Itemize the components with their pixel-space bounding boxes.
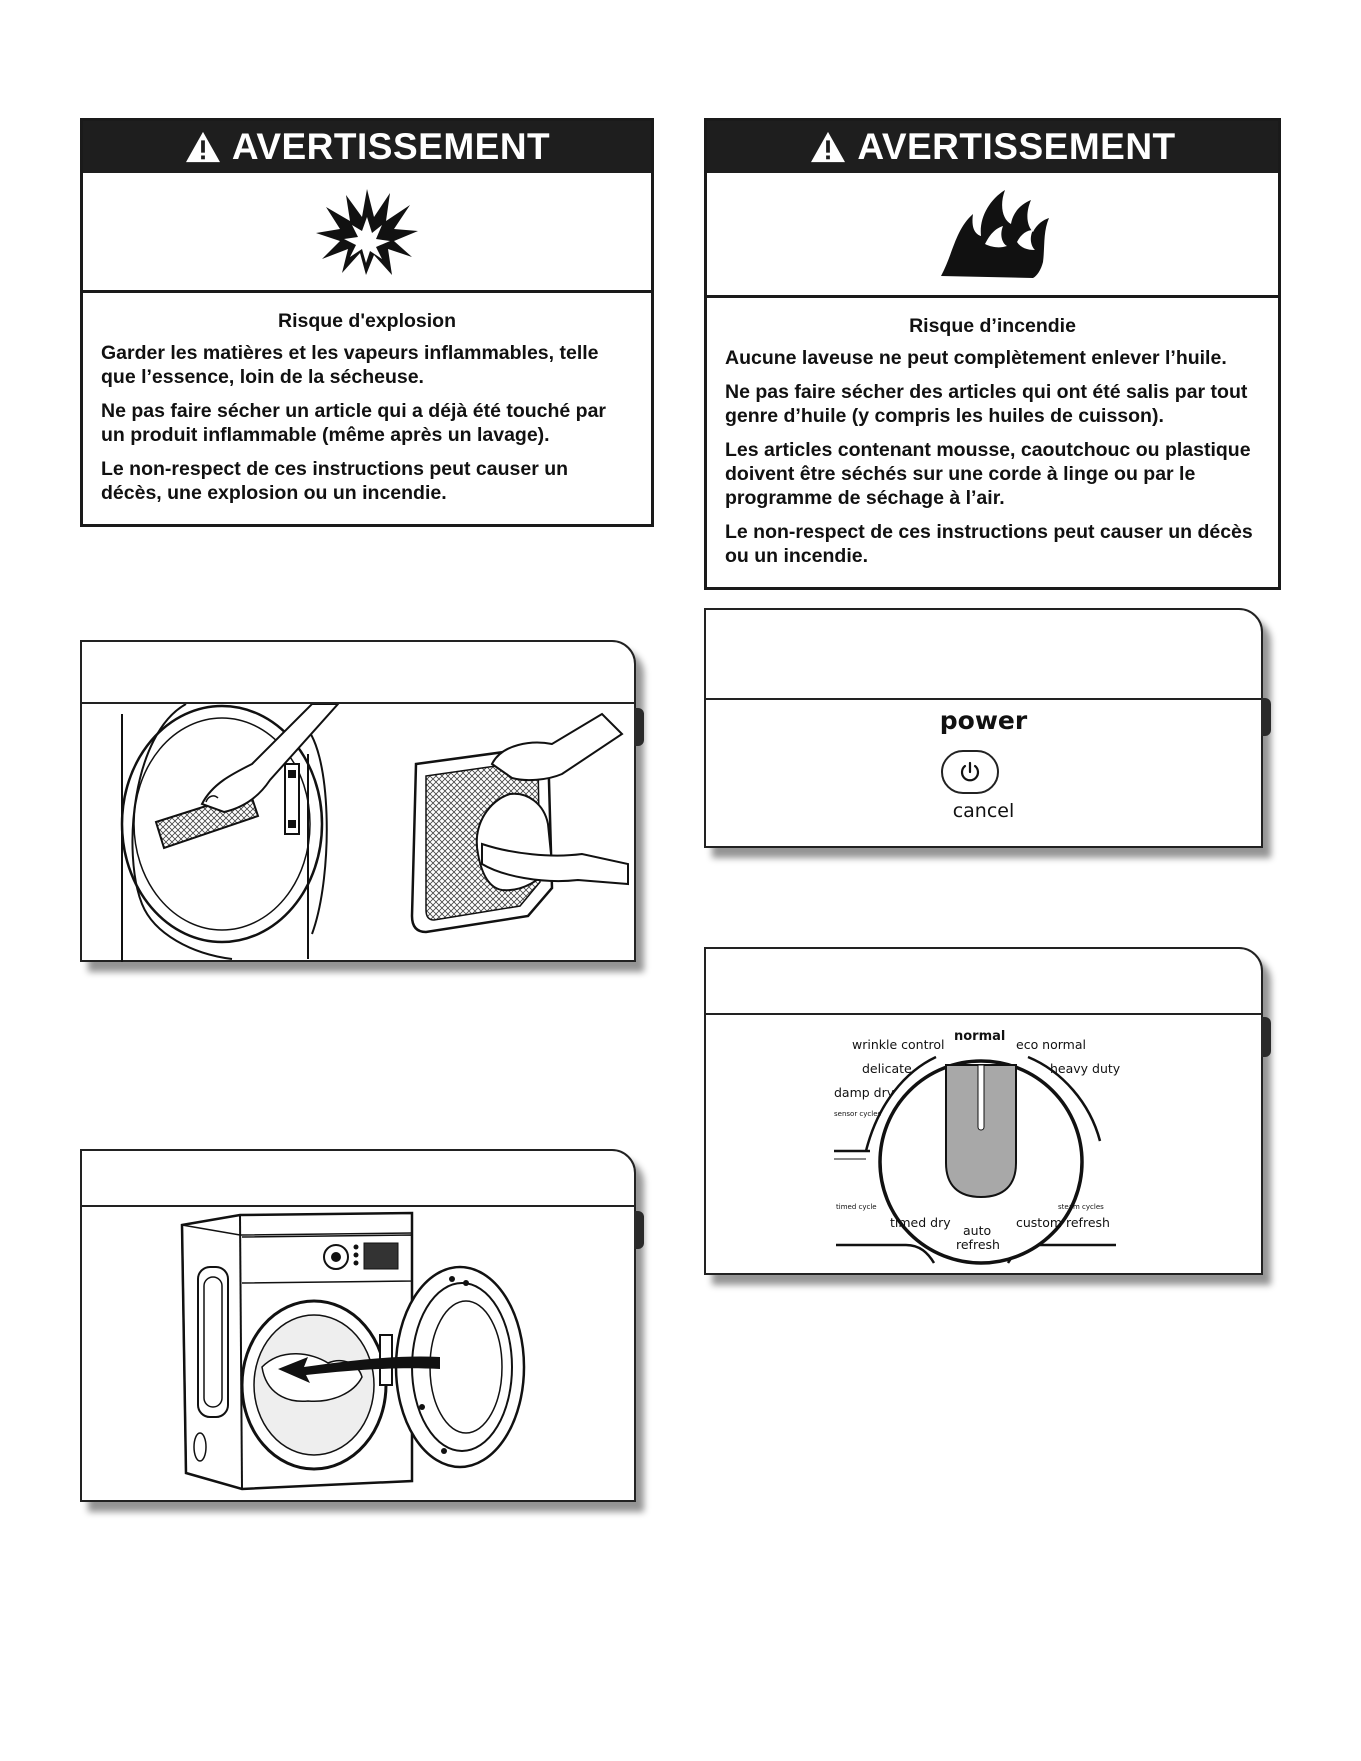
power-panel	[704, 608, 1263, 848]
warning-triangle-icon	[184, 130, 222, 164]
dial-label-auto: auto	[963, 1223, 992, 1238]
warning-heading: AVERTISSEMENT	[857, 126, 1176, 167]
lint-screen-panel	[80, 640, 636, 962]
dial-label-custom-refresh: custom refresh	[1016, 1215, 1110, 1230]
dial-label-delicate: delicate	[862, 1061, 912, 1076]
warning-paragraph: Aucune laveuse ne peut complètement enlever l’huile.	[725, 347, 1227, 369]
explosion-icon	[312, 187, 422, 277]
warning-paragraph: Ne pas faire sécher des articles qui ont été salis par tout genre d’huile (y compris les huiles de cuisson).	[725, 381, 1248, 427]
dial-label-damp-dry: damp dry	[834, 1085, 895, 1100]
dial-label-sensor-cycles: sensor cycles	[834, 1110, 882, 1118]
dial-label-eco-normal: eco normal	[1016, 1037, 1086, 1052]
dial-label-refresh: refresh	[956, 1237, 1000, 1252]
lint-screen-illustration	[82, 704, 634, 962]
warning-box-fire	[704, 118, 1281, 590]
load-dryer-illustration	[82, 1207, 634, 1499]
warning-paragraph: Ne pas faire sécher un article qui a déjà été touché par un produit inflammable (même après un lavage).	[101, 400, 607, 446]
warning-header	[707, 121, 1278, 173]
dial-label-normal: normal	[954, 1029, 1006, 1044]
dial-label-steam-cycles: steam cycles	[1058, 1203, 1104, 1211]
panel-tab	[1261, 698, 1271, 736]
panel-tab	[634, 708, 644, 746]
dial-label-timed-cycle: timed cycle	[836, 1203, 877, 1211]
fire-icon-area	[707, 173, 1278, 298]
cycle-dial-panel	[704, 947, 1263, 1275]
panel-header	[706, 610, 1261, 700]
warning-paragraph: Le non-respect de ces instructions peut causer un décès, une explosion ou un incendie.	[101, 458, 569, 504]
cancel-label: cancel	[952, 800, 1015, 822]
dial-label-wrinkle-control: wrinkle control	[852, 1037, 945, 1052]
warning-box-explosion	[80, 118, 654, 527]
load-dryer-panel	[80, 1149, 636, 1502]
warning-triangle-icon	[809, 130, 847, 164]
warning-title: Risque d'explosion	[278, 310, 456, 332]
warning-heading: AVERTISSEMENT	[231, 126, 551, 167]
explosion-icon-area	[83, 173, 651, 293]
panel-tab	[634, 1211, 644, 1249]
warning-title: Risque d’incendie	[909, 315, 1076, 337]
dial-label-heavy-duty: heavy duty	[1050, 1061, 1121, 1076]
panel-header	[82, 1151, 634, 1207]
warning-paragraph: Garder les matières et les vapeurs inflammables, telle que l’essence, loin de la sécheuse.	[101, 342, 599, 388]
power-label: power	[939, 706, 1028, 735]
warning-paragraph: Les articles contenant mousse, caoutchouc ou plastique doivent être séchés sur une corde à linge ou par le programme de séchage à l’air.	[725, 439, 1251, 509]
warning-body	[83, 293, 651, 525]
warning-paragraph: Le non-respect de ces instructions peut causer un décès ou un incendie.	[725, 521, 1253, 567]
fire-icon	[933, 184, 1053, 284]
power-cancel-button[interactable]	[941, 750, 999, 794]
warning-body	[707, 298, 1278, 588]
dial-label-timed-dry: timed dry	[890, 1215, 951, 1230]
panel-header	[706, 949, 1261, 1015]
panel-header	[82, 642, 634, 704]
warning-header	[83, 121, 651, 173]
power-icon	[958, 760, 982, 784]
